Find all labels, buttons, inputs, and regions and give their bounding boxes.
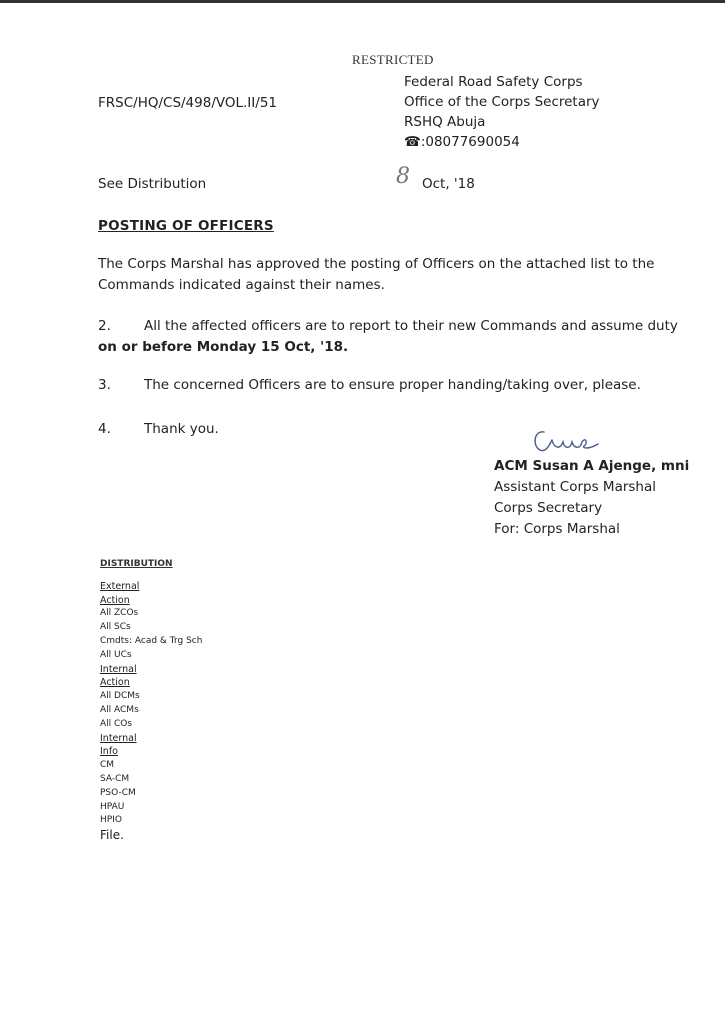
top-border-line <box>0 0 725 3</box>
reference-number: FRSC/HQ/CS/498/VOL.II/51 <box>98 95 278 111</box>
list-item: All DCMs <box>100 691 140 702</box>
signatory-title: Assistant Corps Marshal <box>494 479 657 495</box>
signatory-name: ACM Susan A Ajenge, mni <box>494 458 690 474</box>
paragraph-text: All the affected officers are to report to their new Commands and assume duty <box>144 318 678 334</box>
paragraph-1: The Corps Marshal has approved the posting of Officers on the attached list to the Commands indicated against their names. <box>98 256 655 293</box>
list-item: PSO-CM <box>100 787 136 798</box>
paragraph-text: Thank you. <box>144 421 219 437</box>
date-day-handwritten: 8 <box>396 164 410 189</box>
paragraph-number: 2. <box>98 318 111 334</box>
list-item: All ACMs <box>100 704 139 715</box>
signatory-office: Corps Secretary <box>494 500 603 516</box>
list-item: All UCs <box>100 649 132 660</box>
address-line: Office of the Corps Secretary <box>404 94 600 110</box>
sender-address <box>404 72 600 152</box>
subject-heading: POSTING OF OFFICERS <box>98 218 274 234</box>
classification-label: RESTRICTED <box>352 52 434 67</box>
list-item: SA-CM <box>100 773 130 784</box>
phone-line: ☎:08077690054 <box>404 134 520 150</box>
list-item: All ZCOs <box>100 608 139 619</box>
group-subtitle: Action <box>100 594 130 606</box>
paragraph-text: The concerned Officers are to ensure proper handing/taking over, please. <box>144 377 641 393</box>
addressee: See Distribution <box>98 176 207 192</box>
paragraph-2 <box>98 316 698 358</box>
paragraph-end: . <box>343 339 349 355</box>
file-entry: File. <box>100 828 124 843</box>
handwritten-signature <box>530 424 610 458</box>
list-item: CM <box>100 760 115 771</box>
date: Oct, '18 <box>422 176 475 192</box>
address-line: Federal Road Safety Corps <box>404 74 583 90</box>
paragraph-number: 4. <box>98 421 111 437</box>
group-subtitle: Action <box>100 677 130 689</box>
group-title: Internal <box>100 732 137 744</box>
list-item: All COs <box>100 718 133 729</box>
list-item: Cmdts: Acad & Trg Sch <box>100 635 203 646</box>
address-line: RSHQ Abuja <box>404 114 486 130</box>
list-item: All SCs <box>100 622 131 633</box>
signatory-for: For: Corps Marshal <box>494 521 620 537</box>
paragraph-3 <box>98 375 698 396</box>
distribution-heading: DISTRIBUTION <box>100 559 173 569</box>
distribution-list <box>100 558 202 843</box>
group-title: External <box>100 580 140 592</box>
signature-block <box>494 456 689 540</box>
list-item: HPAU <box>100 801 125 812</box>
paragraph-number: 3. <box>98 377 111 393</box>
deadline-text: on or before Monday 15 Oct, '18 <box>98 339 344 355</box>
list-item: HPIO <box>100 815 122 826</box>
group-subtitle: Info <box>100 746 118 758</box>
group-title: Internal <box>100 663 137 675</box>
